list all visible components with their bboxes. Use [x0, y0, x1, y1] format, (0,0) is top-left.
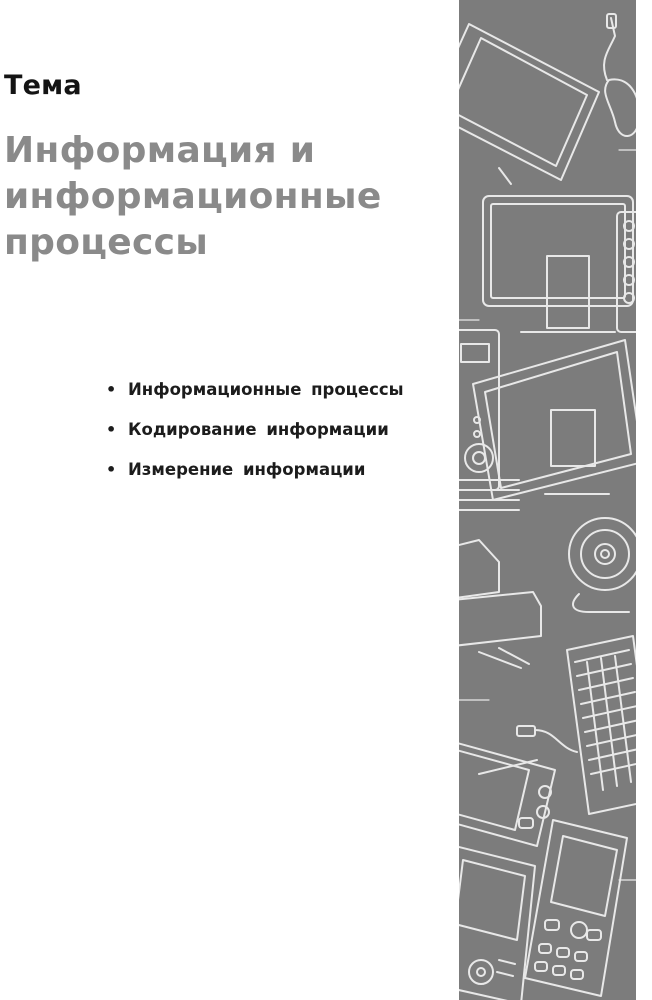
tablet-icon [459, 24, 599, 184]
list-item [106, 412, 404, 452]
chapter-title [4, 128, 444, 266]
topics-list [106, 372, 404, 492]
monitor-icon [483, 196, 633, 332]
list-item [106, 452, 404, 492]
list-item-label: Кодирование информации [128, 420, 389, 439]
chapter-title-line: информационные [4, 176, 382, 217]
chapter-title-line: Информация и [4, 130, 316, 171]
cable-icon [517, 726, 577, 752]
webcam-icon [569, 518, 636, 612]
chapter-title-line: процессы [4, 222, 209, 263]
list-item-label: Информационные процессы [128, 380, 404, 399]
mobile-phone-icon [525, 820, 627, 996]
mouse-icon [604, 14, 636, 136]
keyboard-icon [567, 636, 636, 814]
topic-label: Тема [4, 70, 82, 101]
list-item-label: Измерение информации [128, 460, 366, 479]
list-item [106, 372, 404, 412]
bullet-icon: • [106, 460, 117, 479]
bullet-icon: • [106, 420, 117, 439]
side-panel-illustration [459, 0, 636, 1000]
bullet-icon: • [106, 380, 117, 399]
printer-icon [459, 540, 541, 668]
stylus-icon [459, 738, 555, 846]
tablet-icon [473, 340, 636, 500]
mp3-player-icon [459, 846, 535, 1000]
